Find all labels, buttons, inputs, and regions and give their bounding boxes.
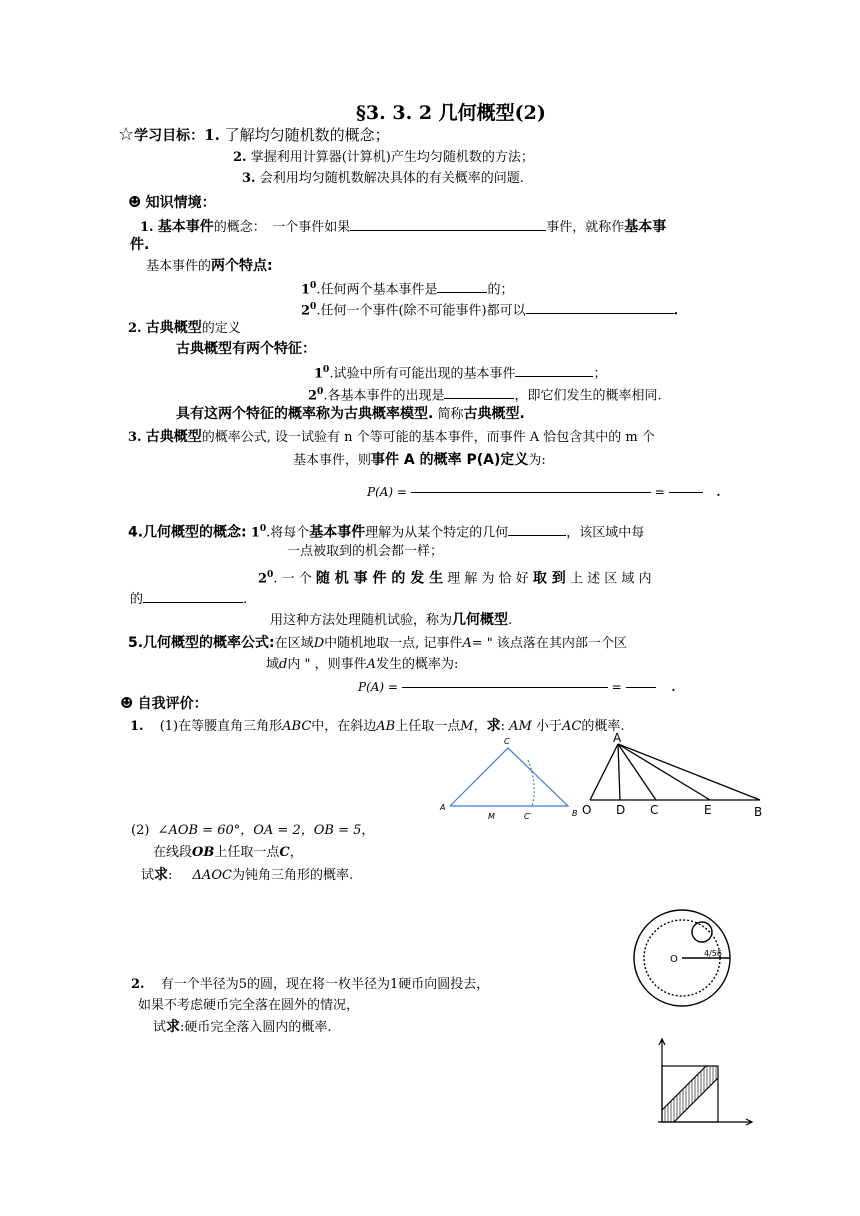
q1-ABC: ABC bbox=[282, 719, 312, 734]
label-radius: 4/56 bbox=[704, 949, 722, 958]
goal-1-text: 了解均匀随机数的概念； bbox=[224, 126, 390, 144]
q1p2-C: C bbox=[279, 845, 290, 860]
char-1 bbox=[314, 361, 606, 383]
q1p2-colon: : bbox=[168, 868, 173, 883]
q1p2-end: ， bbox=[361, 823, 375, 838]
q1-t6: 小于 bbox=[535, 719, 562, 734]
q1p2-t3: ， bbox=[289, 845, 303, 860]
f2-text: .任何一个事件(除不可能事件)都可以 bbox=[316, 303, 526, 319]
label-D: D bbox=[616, 803, 626, 817]
q1-t1: (1)在等腰直角三角形 bbox=[159, 719, 283, 734]
item1-bold: 基本事件 bbox=[157, 219, 214, 235]
q1-M: M bbox=[460, 719, 474, 734]
q1-AB: AB bbox=[376, 719, 396, 734]
fraction-line bbox=[626, 687, 656, 688]
item5-t1: 在区域 bbox=[274, 636, 314, 651]
q1p2-t2: 上任取一点 bbox=[214, 845, 280, 860]
q1p2-t4: 为钝角三角形的概率. bbox=[231, 868, 354, 883]
q2-line3 bbox=[153, 1018, 332, 1037]
q1p2-OB: ，OB = 5 bbox=[300, 823, 362, 838]
triangle-figure bbox=[436, 736, 586, 826]
item4-c2: 2 bbox=[258, 571, 268, 587]
q1-t5: : bbox=[500, 719, 505, 734]
f1-text: .任何两个基本事件是 bbox=[316, 282, 438, 298]
circle-figure bbox=[628, 906, 738, 1010]
item3-num: 3. bbox=[128, 430, 142, 445]
item4-c2-bold1: 随 机 事 件 的 发 生 bbox=[315, 570, 444, 587]
f2-post: . bbox=[673, 303, 679, 319]
item5-line2 bbox=[266, 656, 458, 674]
formula-eq: = bbox=[611, 680, 622, 694]
c2-sup: 0 bbox=[317, 387, 324, 397]
label-E: E bbox=[704, 803, 712, 817]
formula-lhs: P(A) = bbox=[367, 485, 407, 499]
blank[interactable] bbox=[143, 588, 243, 603]
blank[interactable] bbox=[508, 521, 566, 536]
item4-c2-bold2: 取 到 bbox=[532, 570, 566, 587]
label-O: O bbox=[582, 803, 592, 817]
goal-1-num: 1. bbox=[204, 126, 220, 144]
fan-line-AO bbox=[590, 744, 618, 800]
q2-t3: :硬币完全落入圆内的概率. bbox=[180, 1020, 332, 1035]
formula-dot: . bbox=[671, 680, 676, 694]
feat-bold: 两个特点: bbox=[211, 258, 273, 274]
item4-line bbox=[128, 520, 644, 542]
item5-t3: = " 该点落在其内部一个区 bbox=[471, 636, 627, 651]
c1-post: ； bbox=[593, 366, 607, 382]
item3-bold: 古典概型 bbox=[145, 429, 202, 445]
q1-part2-line1 bbox=[131, 822, 374, 840]
q2-t1: 有一个半径为5的圆，现在将一枚半径为1硬币向圆投去， bbox=[160, 977, 490, 992]
blank[interactable] bbox=[444, 384, 514, 399]
label-B: B bbox=[572, 809, 578, 818]
q2-qiu: 求 bbox=[166, 1019, 181, 1035]
formula-lhs: P(A) = bbox=[358, 680, 398, 694]
q1-num: 1. bbox=[130, 719, 144, 734]
item1-text2: 事件，就称作 bbox=[546, 220, 625, 235]
item4-c2-t4: 的 bbox=[130, 592, 144, 607]
item4-method bbox=[270, 611, 512, 630]
item5-d: d bbox=[279, 657, 288, 672]
knowledge-label: 知识情境： bbox=[145, 195, 216, 211]
f1-num: 1 bbox=[301, 282, 311, 298]
item4-c2-t3: 上 述 区 域 内 bbox=[569, 571, 652, 587]
item1-wrap: 件. bbox=[130, 237, 150, 253]
c2-num: 2 bbox=[308, 388, 318, 404]
q2-shi: 试 bbox=[153, 1020, 167, 1035]
item4-t2: 理解为从某个特定的几何 bbox=[365, 525, 509, 541]
square-figure bbox=[652, 1036, 756, 1128]
item4-t1: .将每个 bbox=[266, 525, 310, 541]
label-A: A bbox=[613, 731, 622, 745]
item3-text2: 基本事件，则 bbox=[293, 453, 372, 468]
fraction-line bbox=[402, 687, 608, 688]
fraction-line bbox=[411, 492, 651, 493]
smile-icon: ☻ bbox=[128, 193, 142, 211]
char-2 bbox=[308, 383, 662, 405]
q1-part2-line3 bbox=[141, 866, 353, 885]
blank[interactable] bbox=[515, 362, 593, 377]
goal-3 bbox=[242, 170, 524, 188]
q1p2-AOC: ΔAOC bbox=[192, 868, 232, 883]
item5-A: A bbox=[462, 636, 472, 651]
q1-part2-line2 bbox=[153, 844, 303, 862]
q1-t4: ， bbox=[473, 719, 487, 734]
item4-bold: 4.几何概型的概念: bbox=[128, 524, 247, 541]
shaded-band bbox=[662, 1066, 718, 1122]
item3-text: 的概率公式, 设一试验有 n 个等可能的基本事件，而事件 A 恰包含其中的 m 个 bbox=[201, 430, 655, 445]
item5-D: D bbox=[313, 636, 325, 651]
method-text: 用这种方法处理随机试验，称为 bbox=[270, 613, 453, 628]
q1-t2: 中，在斜边 bbox=[311, 719, 377, 734]
c2-text: .各基本事件的出现是 bbox=[323, 388, 445, 404]
label-M: M bbox=[488, 812, 495, 821]
f2-num: 2 bbox=[301, 303, 311, 319]
label-C-prime: C′ bbox=[524, 812, 532, 821]
q1-qiu: 求 bbox=[486, 718, 501, 734]
q1-line bbox=[130, 717, 624, 736]
classical-formula bbox=[367, 483, 721, 501]
label-C: C bbox=[504, 737, 510, 746]
item2-line bbox=[128, 319, 241, 338]
summary-bold2: 古典概型. bbox=[463, 406, 525, 422]
q2-num: 2. bbox=[131, 977, 145, 992]
item4-c2-sup: 0 bbox=[267, 570, 274, 580]
triangle-shape bbox=[450, 748, 568, 806]
fan-figure bbox=[580, 730, 770, 820]
goal-2 bbox=[233, 149, 534, 167]
item5-bold: 5.几何概型的概率公式: bbox=[128, 635, 275, 651]
item4-c2-t5: . bbox=[243, 592, 248, 607]
blank[interactable] bbox=[526, 299, 674, 314]
item4-line4 bbox=[130, 588, 247, 609]
goal-3-num: 3. bbox=[242, 171, 256, 186]
blank[interactable] bbox=[437, 278, 487, 293]
fan-line-AD bbox=[618, 744, 620, 800]
goals-label: 学习目标： bbox=[134, 128, 205, 144]
q1p2-num: (2) bbox=[131, 823, 150, 838]
summary-bold: 具有这两个特征的概率称为古典概率模型. bbox=[176, 406, 434, 422]
feature-1 bbox=[301, 277, 513, 299]
q2-line1 bbox=[131, 976, 489, 994]
fraction-line bbox=[669, 492, 703, 493]
q1-AC: AC bbox=[561, 719, 582, 734]
item4-c2-t1: . 一 个 bbox=[273, 571, 312, 587]
item2-summary bbox=[176, 405, 525, 424]
q2-line2: 如果不考虑硬币完全落在圆外的情况， bbox=[138, 998, 360, 1013]
item5-t6: 发生的概率为: bbox=[375, 657, 459, 672]
item4-line3 bbox=[258, 566, 651, 588]
c1-text: .试验中所有可能出现的基本事件 bbox=[329, 366, 516, 382]
f1-sup: 0 bbox=[310, 281, 317, 291]
f2-sup: 0 bbox=[310, 302, 317, 312]
fan-line-AB bbox=[618, 744, 760, 800]
star-icon: ☆ bbox=[118, 124, 135, 145]
item2-bold: 古典概型 bbox=[145, 320, 202, 336]
item4-c1: 1 bbox=[250, 525, 260, 541]
q1-AM: AM bbox=[509, 719, 532, 734]
q1p2-shi: 试 bbox=[141, 868, 155, 883]
c1-num: 1 bbox=[314, 366, 324, 382]
feat-pre: 基本事件的 bbox=[146, 259, 212, 274]
goals-heading bbox=[118, 126, 390, 145]
feature-2 bbox=[301, 298, 678, 320]
eval-label: 自我评价： bbox=[137, 696, 208, 712]
goal-3-text: 会利用均匀随机数解决具体的有关概率的问题. bbox=[259, 171, 524, 186]
item5-t4: 域 bbox=[266, 657, 280, 672]
item1-bold2: 基本事 bbox=[624, 219, 667, 235]
item1-line bbox=[140, 216, 666, 237]
c1-sup: 0 bbox=[323, 365, 330, 375]
q1p2-OA: ，OA = 2 bbox=[240, 823, 301, 838]
item4-c2-t2: 理 解 为 恰 好 bbox=[447, 571, 529, 587]
item5-t2: 中随机地取一点, 记事件 bbox=[324, 636, 463, 651]
method-end: . bbox=[508, 613, 513, 628]
arc-curve bbox=[528, 760, 534, 806]
geometric-formula bbox=[358, 678, 676, 696]
item1-num: 1. bbox=[140, 220, 154, 235]
q1-t3: 上任取一点 bbox=[395, 719, 461, 734]
q1p2-OBseg: OB bbox=[192, 845, 215, 860]
knowledge-heading bbox=[128, 193, 216, 213]
formula-dot: . bbox=[716, 485, 721, 499]
item4-c1-sup: 0 bbox=[259, 524, 267, 534]
c2-post: ，即它们发生的概率相同. bbox=[514, 388, 662, 404]
item3-line2 bbox=[293, 451, 546, 470]
q1-t7: 的概率. bbox=[581, 719, 625, 734]
smile-icon: ☻ bbox=[120, 694, 134, 712]
eval-heading bbox=[120, 694, 208, 714]
item5-line bbox=[128, 634, 627, 653]
item4-t3: ，该区域中每 bbox=[566, 525, 645, 541]
blank[interactable] bbox=[350, 216, 546, 231]
item4-bold2: 基本事件 bbox=[309, 524, 366, 541]
formula-eq: = bbox=[654, 485, 665, 499]
item1-text: 的概念： 一个事件如果 bbox=[213, 220, 351, 235]
fan-line-AC bbox=[618, 744, 656, 800]
goal-2-text: 掌握利用计算器(计算机)产生均匀随机数的方法； bbox=[250, 150, 534, 165]
item2-features: 古典概型有两个特征： bbox=[176, 341, 316, 357]
label-A: A bbox=[440, 803, 446, 812]
item3-text3: 为: bbox=[528, 453, 546, 468]
method-bold: 几何概型 bbox=[452, 612, 509, 628]
fan-line-AE bbox=[618, 744, 710, 800]
item1-features bbox=[146, 257, 273, 276]
item2-post: 的定义 bbox=[201, 321, 241, 336]
f1-post: 的； bbox=[487, 282, 514, 298]
item4-line2: 一点被取到的机会都一样； bbox=[287, 544, 444, 559]
label-B: B bbox=[754, 805, 763, 819]
item2-num: 2. bbox=[128, 321, 142, 336]
q1p2-t1: 在线段 bbox=[153, 845, 193, 860]
item3-line bbox=[128, 428, 655, 447]
goal-2-num: 2. bbox=[233, 150, 247, 165]
item3-bold2: 事件 A 的概率 P(A)定义 bbox=[371, 452, 529, 468]
q1p2-qiu: 求 bbox=[154, 867, 169, 883]
q1p2-angle: ∠AOB = 60° bbox=[157, 823, 241, 838]
label-C: C bbox=[650, 803, 659, 817]
item5-A2: A bbox=[366, 657, 376, 672]
page-title: §3. 3. 2 几何概型(2) bbox=[356, 102, 546, 124]
item5-t5: 内 " ，则事件 bbox=[287, 657, 367, 672]
summary-text: 简称 bbox=[437, 407, 464, 422]
label-O: O bbox=[670, 954, 678, 965]
